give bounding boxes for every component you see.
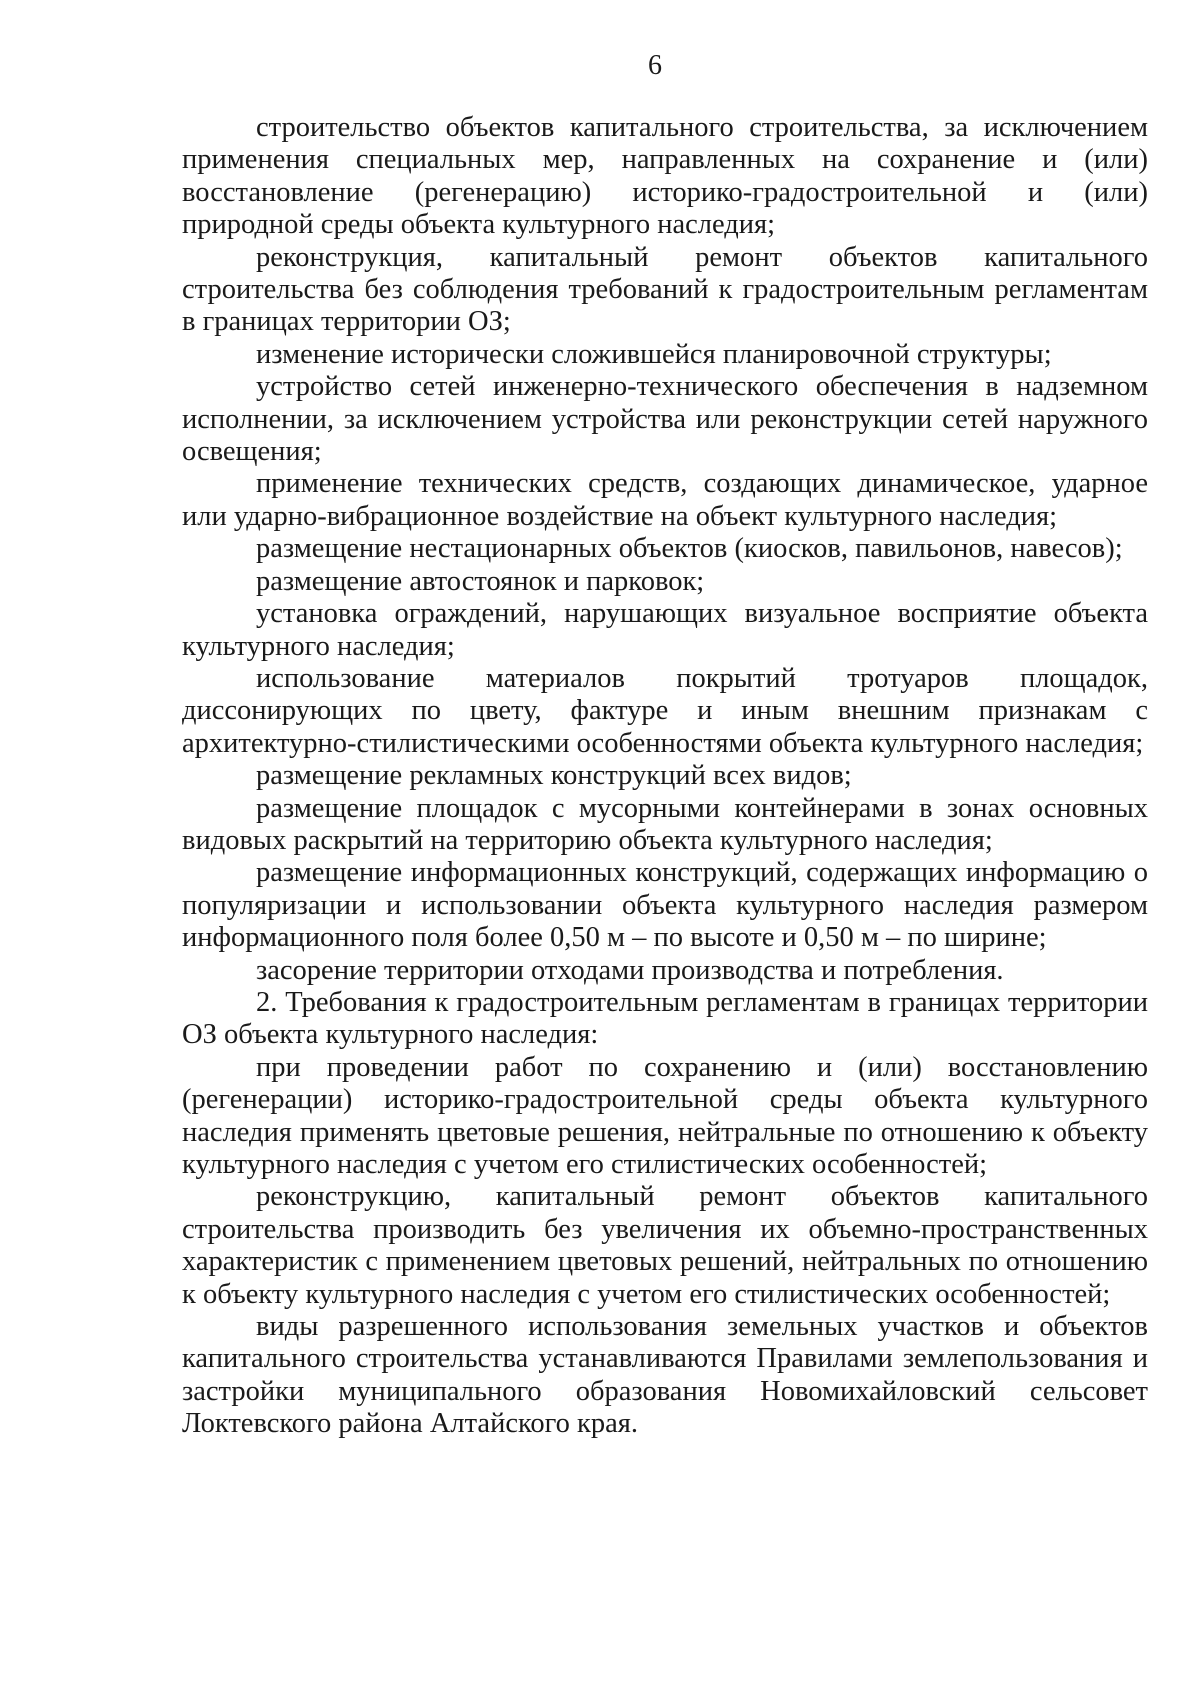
document-body <box>182 112 1148 1441</box>
paragraph: виды разрешенного использования земельных участков и объектов капитального строительства устанавливаются Правилами землепользования и застройки муниципального образования Новомихайловский сельсовет Локтевского района Алтайского края. <box>182 1311 1148 1440</box>
paragraph: строительство объектов капитального строительства, за исключением применения специальных мер, направленных на сохранение и (или) восстановление (регенерацию) историко-градостроительной и (или) природной среды объекта культурного наследия; <box>182 112 1148 241</box>
paragraph: изменение исторически сложившейся планировочной структуры; <box>256 338 1052 370</box>
section-heading: 2. Требования к градостроительным регламентам в границах территории ОЗ объекта культурного наследия: <box>182 986 1148 1051</box>
paragraph: устройство сетей инженерно-технического обеспечения в надземном исполнении, за исключением устройства или реконструкции сетей наружного освещения; <box>182 371 1148 468</box>
paragraph: использование материалов покрытий тротуаров площадок, диссонирующих по цвету, фактуре и иным внешним признакам с архитектурно-стилистическими особенностями объекта культурного наследия; <box>182 662 1148 759</box>
paragraph: при проведении работ по сохранению и (или) восстановлению (регенерации) историко-градостроительной среды объекта культурного наследия применять цветовые решения, нейтральные по отношению к объекту культурного наследия с учетом его стилистических особенностей; <box>182 1051 1148 1180</box>
page-number: 6 <box>648 50 662 81</box>
paragraph: размещение нестационарных объектов (киосков, павильонов, навесов); <box>256 533 1123 565</box>
paragraph: размещение информационных конструкций, содержащих информацию о популяризации и использовании объекта культурного наследия размером информационного поля более 0,50 м – по высоте и 0,50 м – по ширине; <box>182 857 1148 954</box>
paragraph: реконструкция, капитальный ремонт объектов капитального строительства без соблюдения требований к градостроительным регламентам в границах территории ОЗ; <box>182 241 1148 338</box>
paragraph: размещение автостоянок и парковок; <box>256 565 705 597</box>
paragraph: засорение территории отходами производства и потребления. <box>256 954 1004 986</box>
paragraph: реконструкцию, капитальный ремонт объектов капитального строительства производить без увеличения их объемно-пространственных характеристик с применением цветовых решений, нейтральных по отношению к объекту культурного наследия с учетом его стилистических особенностей; <box>182 1181 1148 1310</box>
paragraph: размещение рекламных конструкций всех видов; <box>256 760 852 792</box>
paragraph: установка ограждений, нарушающих визуальное восприятие объекта культурного наследия; <box>182 598 1148 662</box>
paragraph: размещение площадок с мусорными контейнерами в зонах основных видовых раскрытий на территорию объекта культурного наследия; <box>182 792 1148 856</box>
paragraph: применение технических средств, создающих динамическое, ударное или ударно-вибрационное воздействие на объект культурного наследия; <box>182 468 1148 532</box>
